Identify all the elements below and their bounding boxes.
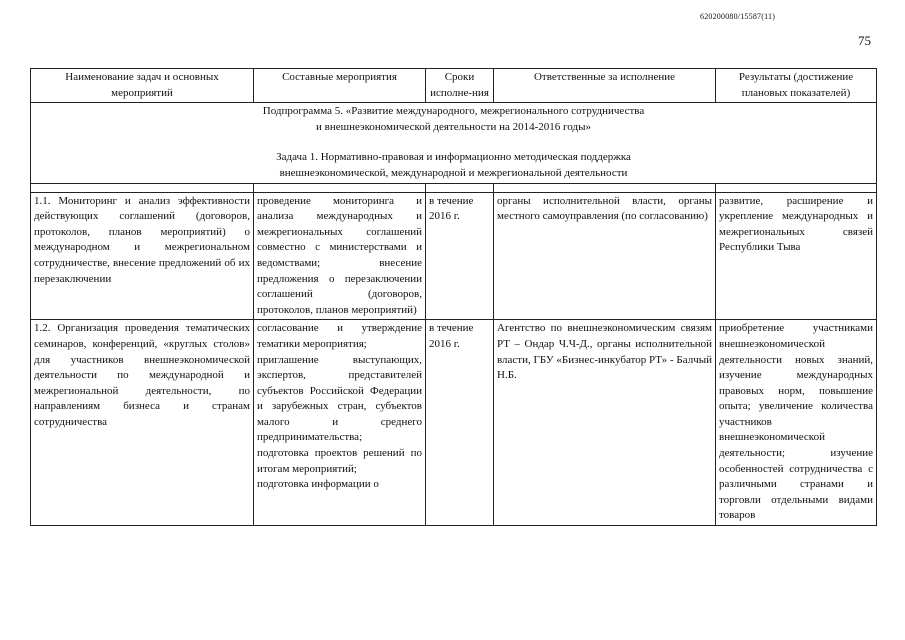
table-row [31, 192, 877, 320]
table-header-row [31, 69, 877, 103]
activity-item: подготовка проектов решений по итогам мероприятий; [257, 447, 422, 475]
task-title-line2: внешнеэкономической, международной и межрегиональной деятельности [279, 166, 628, 179]
task-title-line1: Задача 1. Нормативно-правовая и информационно методическая поддержка [276, 151, 631, 164]
results-cell: приобретение участниками внешнеэкономической деятельности новых знаний, изучение международных правовых норм, повышение опыта; увеличение количества участников внешнеэкономической деятельности; изучение особенностей сотрудничества с различными странами и торговли отдельными видами товаров [716, 320, 877, 526]
activity-item: приглашение выступающих, экспертов, представителей субъектов Российской Федерации и зарубежных стран, субъектов малого и среднего предпринимательства; [257, 353, 422, 444]
activities-cell: проведение мониторинга и анализа международных и межрегиональных соглашений совместно с министерствами и ведомствами; внесение предложения о перезаключении соглашений (договоров, протоколов, планов мероприятий) [254, 192, 426, 320]
deadline-cell: в течение 2016 г. [426, 320, 494, 526]
responsible-cell: Агентство по внешнеэкономическим связям РТ – Ондар Ч.Ч-Д., органы исполнительной власти, ГБУ «Бизнес-инкубатор РТ» - Балчый Н.Б. [494, 320, 716, 526]
deadline-cell: в течение 2016 г. [426, 192, 494, 320]
activity-item: подготовка информации о [257, 478, 379, 491]
activity-item: согласование и утверждение тематики мероприятия; [257, 322, 422, 350]
table-row [31, 320, 877, 526]
header-results: Результаты (достижение плановых показателей) [716, 69, 877, 103]
header-activities: Составные мероприятия [254, 69, 426, 103]
subprogram-title-line2: и внешнеэкономической деятельности на 2014-2016 годы» [316, 120, 591, 133]
page-number: 75 [858, 33, 871, 48]
results-cell: развитие, расширение и укрепление международных и межрегиональных связей Республики Тыва [716, 192, 877, 320]
subprogram-row [31, 103, 877, 183]
spacer-row [31, 183, 877, 192]
task-name-cell: 1.1. Мониторинг и анализ эффективности действующих соглашений (договоров, протоколов, планов мероприятий) о международном и межрегиональном сотрудничестве, внесение предложений об их перезаключении [31, 192, 254, 320]
subprogram-title-line1: Подпрограмма 5. «Развитие международного, межрегионального сотрудничества [262, 105, 645, 118]
plan-table [30, 68, 877, 526]
header-deadline: Сроки исполне-ния [426, 69, 494, 103]
activities-cell [254, 320, 426, 526]
subprogram-cell [31, 103, 877, 183]
document-number: 620200080/15587(11) [700, 12, 776, 21]
header-tasks: Наименование задач и основных мероприятий [31, 69, 254, 103]
responsible-cell: органы исполнительной власти, органы местного самоуправления (по согласованию) [494, 192, 716, 320]
task-name-cell: 1.2. Организация проведения тематических семинаров, конференций, «круглых столов» для участников внешнеэкономической деятельности по международной и межрегиональной деятельности, по направлениям бизнеса и странам сотрудничества [31, 320, 254, 526]
header-responsible: Ответственные за исполнение [494, 69, 716, 103]
